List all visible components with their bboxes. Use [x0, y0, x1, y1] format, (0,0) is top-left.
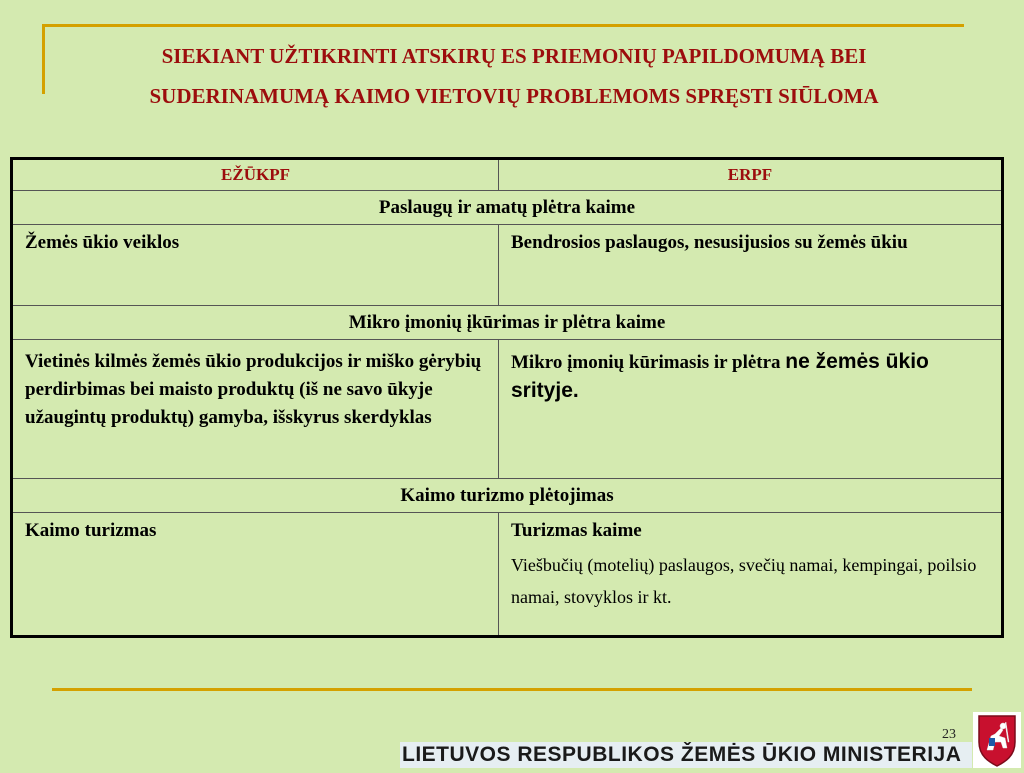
page-number: 23 — [942, 727, 956, 742]
top-accent-line — [42, 24, 964, 27]
title-line-1: SIEKIANT UŽTIKRINTI ATSKIRŲ ES PRIEMONIŲ PAPILDOMUMĄ BEI — [161, 44, 867, 68]
section-heading-tourism: Kaimo turizmo plėtojimas — [12, 479, 1003, 513]
left-accent-line — [42, 24, 45, 94]
cell-left: Kaimo turizmas — [12, 513, 499, 637]
ministry-banner: LIETUVOS RESPUBLIKOS ŽEMĖS ŪKIO MINISTERIJA — [400, 742, 972, 768]
cell-left: Vietinės kilmės žemės ūkio produkcijos ir miško gėrybių perdirbimas bei maisto produktų (iš ne savo ūkyje užaugintų produktų) gamyba, išskyrus skerdyklas — [12, 340, 499, 479]
cell-right — [499, 513, 1003, 637]
cell-right-part-a: Mikro įmonių kūrimasis ir plėtra — [511, 352, 786, 373]
section-row — [12, 306, 1003, 340]
cell-right-description: Viešbučių (motelių) paslaugos, svečių namai, kempingai, poilsio namai, stovyklos ir kt. — [511, 555, 977, 607]
coat-of-arms-icon — [973, 712, 1021, 768]
table-header-row — [12, 159, 1003, 191]
section-row — [12, 191, 1003, 225]
title-line-2: SUDERINAMUMĄ KAIMO VIETOVIŲ PROBLEMOMS SPRĘSTI SIŪLOMA — [149, 84, 879, 108]
header-ezukpf: EŽŪKPF — [12, 159, 499, 191]
header-erpf: ERPF — [499, 159, 1003, 191]
bottom-accent-line — [52, 688, 972, 691]
cell-right-title: Turizmas kaime — [511, 520, 642, 541]
section-row — [12, 479, 1003, 513]
section-heading-micro: Mikro įmonių įkūrimas ir plėtra kaime — [12, 306, 1003, 340]
cell-right-part-b: ne žemės ūkio srityje. — [511, 350, 929, 402]
table-row — [12, 340, 1003, 479]
table-row — [12, 225, 1003, 306]
slide-title — [60, 36, 968, 116]
table-row — [12, 513, 1003, 637]
cell-right: Bendrosios paslaugos, nesusijusios su žemės ūkiu — [499, 225, 1003, 306]
cell-right — [499, 340, 1003, 479]
comparison-table — [10, 157, 1004, 638]
section-heading-services: Paslaugų ir amatų plėtra kaime — [12, 191, 1003, 225]
cell-left: Žemės ūkio veiklos — [12, 225, 499, 306]
